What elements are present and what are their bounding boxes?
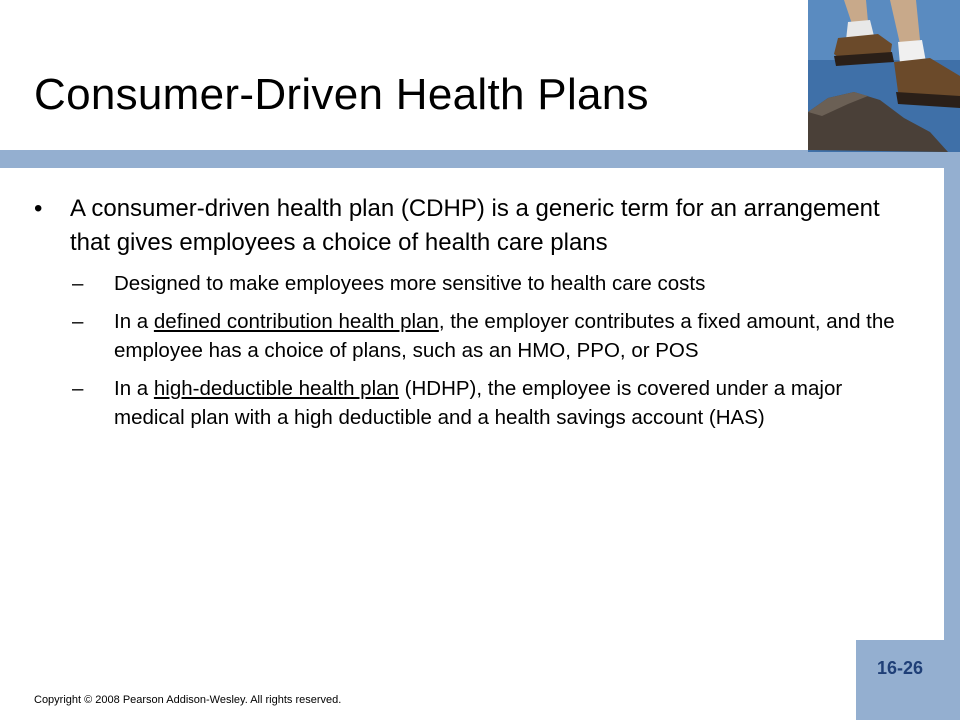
dash-marker: – — [72, 377, 84, 400]
defined-contribution-term: defined contribution health plan — [153, 310, 439, 333]
sub-bullet-text — [114, 374, 914, 432]
title-accent-band — [0, 150, 960, 168]
right-accent-band — [944, 150, 960, 720]
high-deductible-term: high-deductible health plan — [153, 377, 399, 400]
slide-title: Consumer-Driven Health Plans — [34, 70, 649, 119]
bullet-marker: • — [34, 195, 43, 222]
sub-bullet — [72, 374, 914, 432]
sub-bullet-text-rest: (HDHP), the employee is covered under a major medical plan with a high deductible and a health savings account (HAS) — [114, 377, 843, 429]
sub-bullet-text: Designed to make employees more sensitive to health care costs — [114, 272, 706, 295]
sub-bullet-list — [72, 269, 914, 432]
main-bullet — [34, 192, 914, 260]
dash-marker: – — [72, 272, 84, 295]
dash-marker: – — [72, 310, 84, 333]
sub-bullet-text-rest: , the employer contributes a fixed amount, and the employee has a choice of plans, such as an HMO, PPO, or POS — [114, 310, 895, 362]
main-bullet-text: A consumer-driven health plan (CDHP) is a generic term for an arrangement that gives employees a choice of health care plans — [70, 195, 880, 256]
slide-body — [34, 192, 914, 432]
sub-bullet-text-prefix: In a — [114, 377, 154, 400]
sub-bullet — [72, 269, 914, 298]
copyright-footer: Copyright © 2008 Pearson Addison-Wesley. All rights reserved. — [34, 694, 342, 706]
slide-number: 16-26 — [876, 658, 924, 678]
sub-bullet-text — [114, 307, 914, 365]
slide-number-box — [856, 640, 944, 720]
sub-bullet — [72, 307, 914, 365]
hiker-boots-photo — [808, 0, 960, 152]
sub-bullet-text-prefix: In a — [114, 310, 154, 333]
